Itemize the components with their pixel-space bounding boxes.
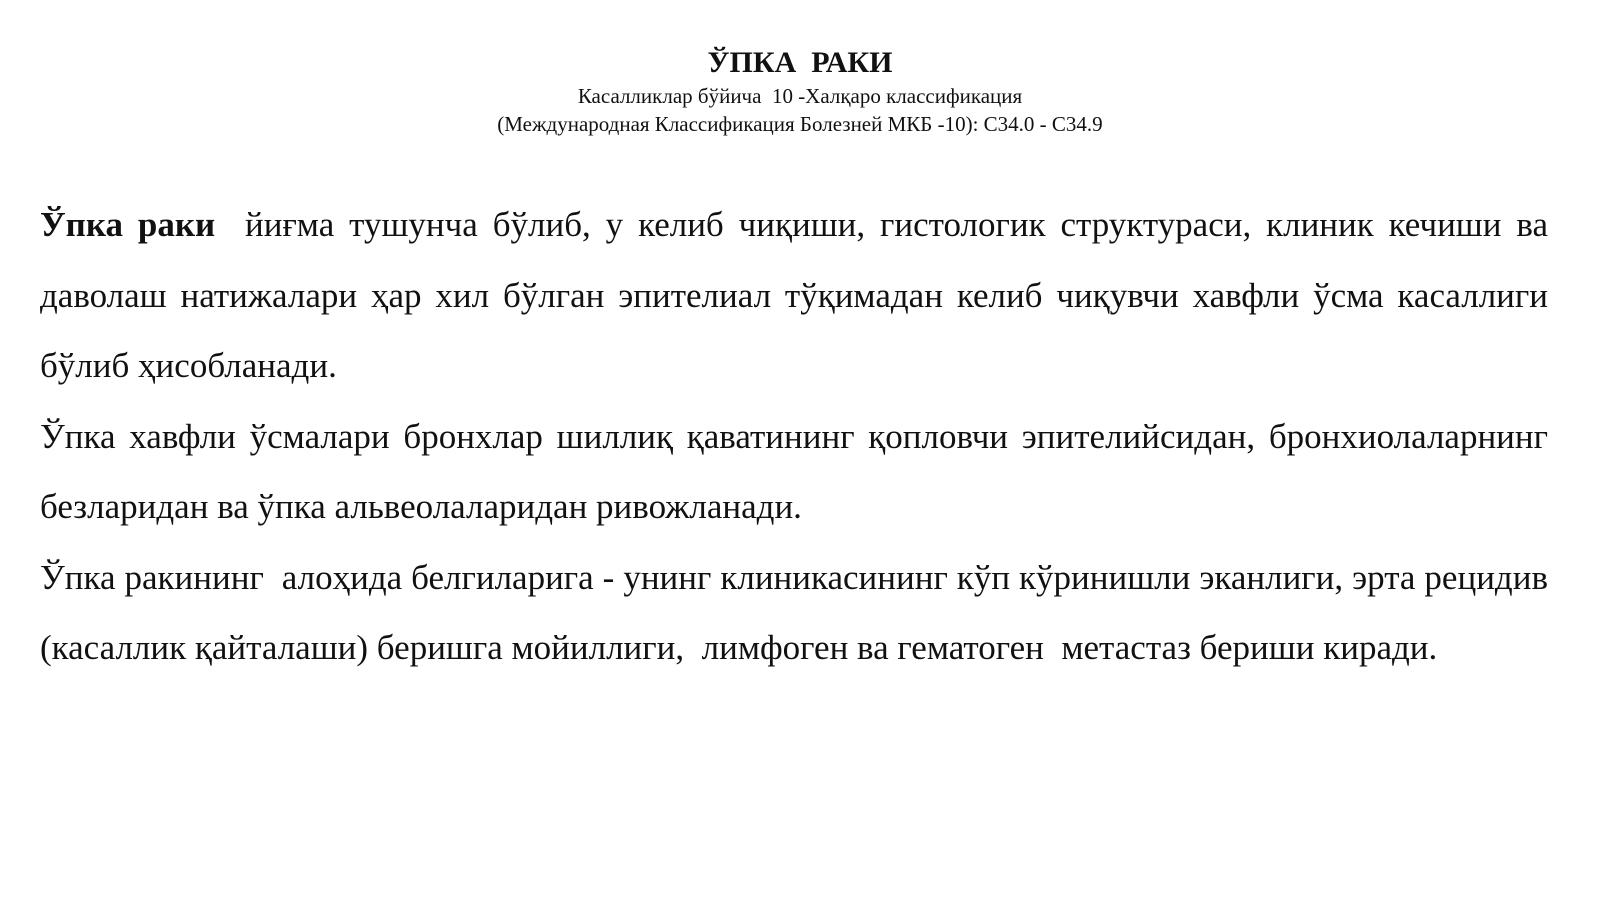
definition-text: йиғма тушунча бўлиб, у келиб чиқиши, гистологик структураси, клиник кечиши ва даволаш натижалари ҳар хил бўлган эпителиал тўқимадан келиб чиқувчи хавфли ўсма касаллиги бўлиб ҳисобланади. xyxy=(40,205,1557,385)
definition-paragraph xyxy=(40,190,1557,402)
classification-line-2: (Международная Классификация Болезней МКБ -10): С34.0 - С34.9 xyxy=(497,112,1103,136)
slide-title: ЎПКА РАКИ xyxy=(707,46,893,79)
definition-term: Ўпка раки xyxy=(40,205,216,244)
slide-body xyxy=(40,190,1557,684)
origin-paragraph: Ўпка хавфли ўсмалари бронхлар шиллиқ қаватининг қопловчи эпителийсидан, бронхиолаларнинг безларидан ва ўпка альвеолаларидан ривожланади. xyxy=(40,416,1548,526)
features-paragraph: Ўпка ракининг алоҳида белгиларига - унинг клиникасининг кўп кўринишли эканлиги, эрта рецидив (касаллик қайталаши) беришга мойиллиги, лимфоген ва гематоген метастаз бериши киради. xyxy=(40,557,1557,667)
classification-line-1: Касалликлар бўйича 10 -Халқаро классификация xyxy=(577,84,1023,108)
slide-header xyxy=(0,44,1600,138)
